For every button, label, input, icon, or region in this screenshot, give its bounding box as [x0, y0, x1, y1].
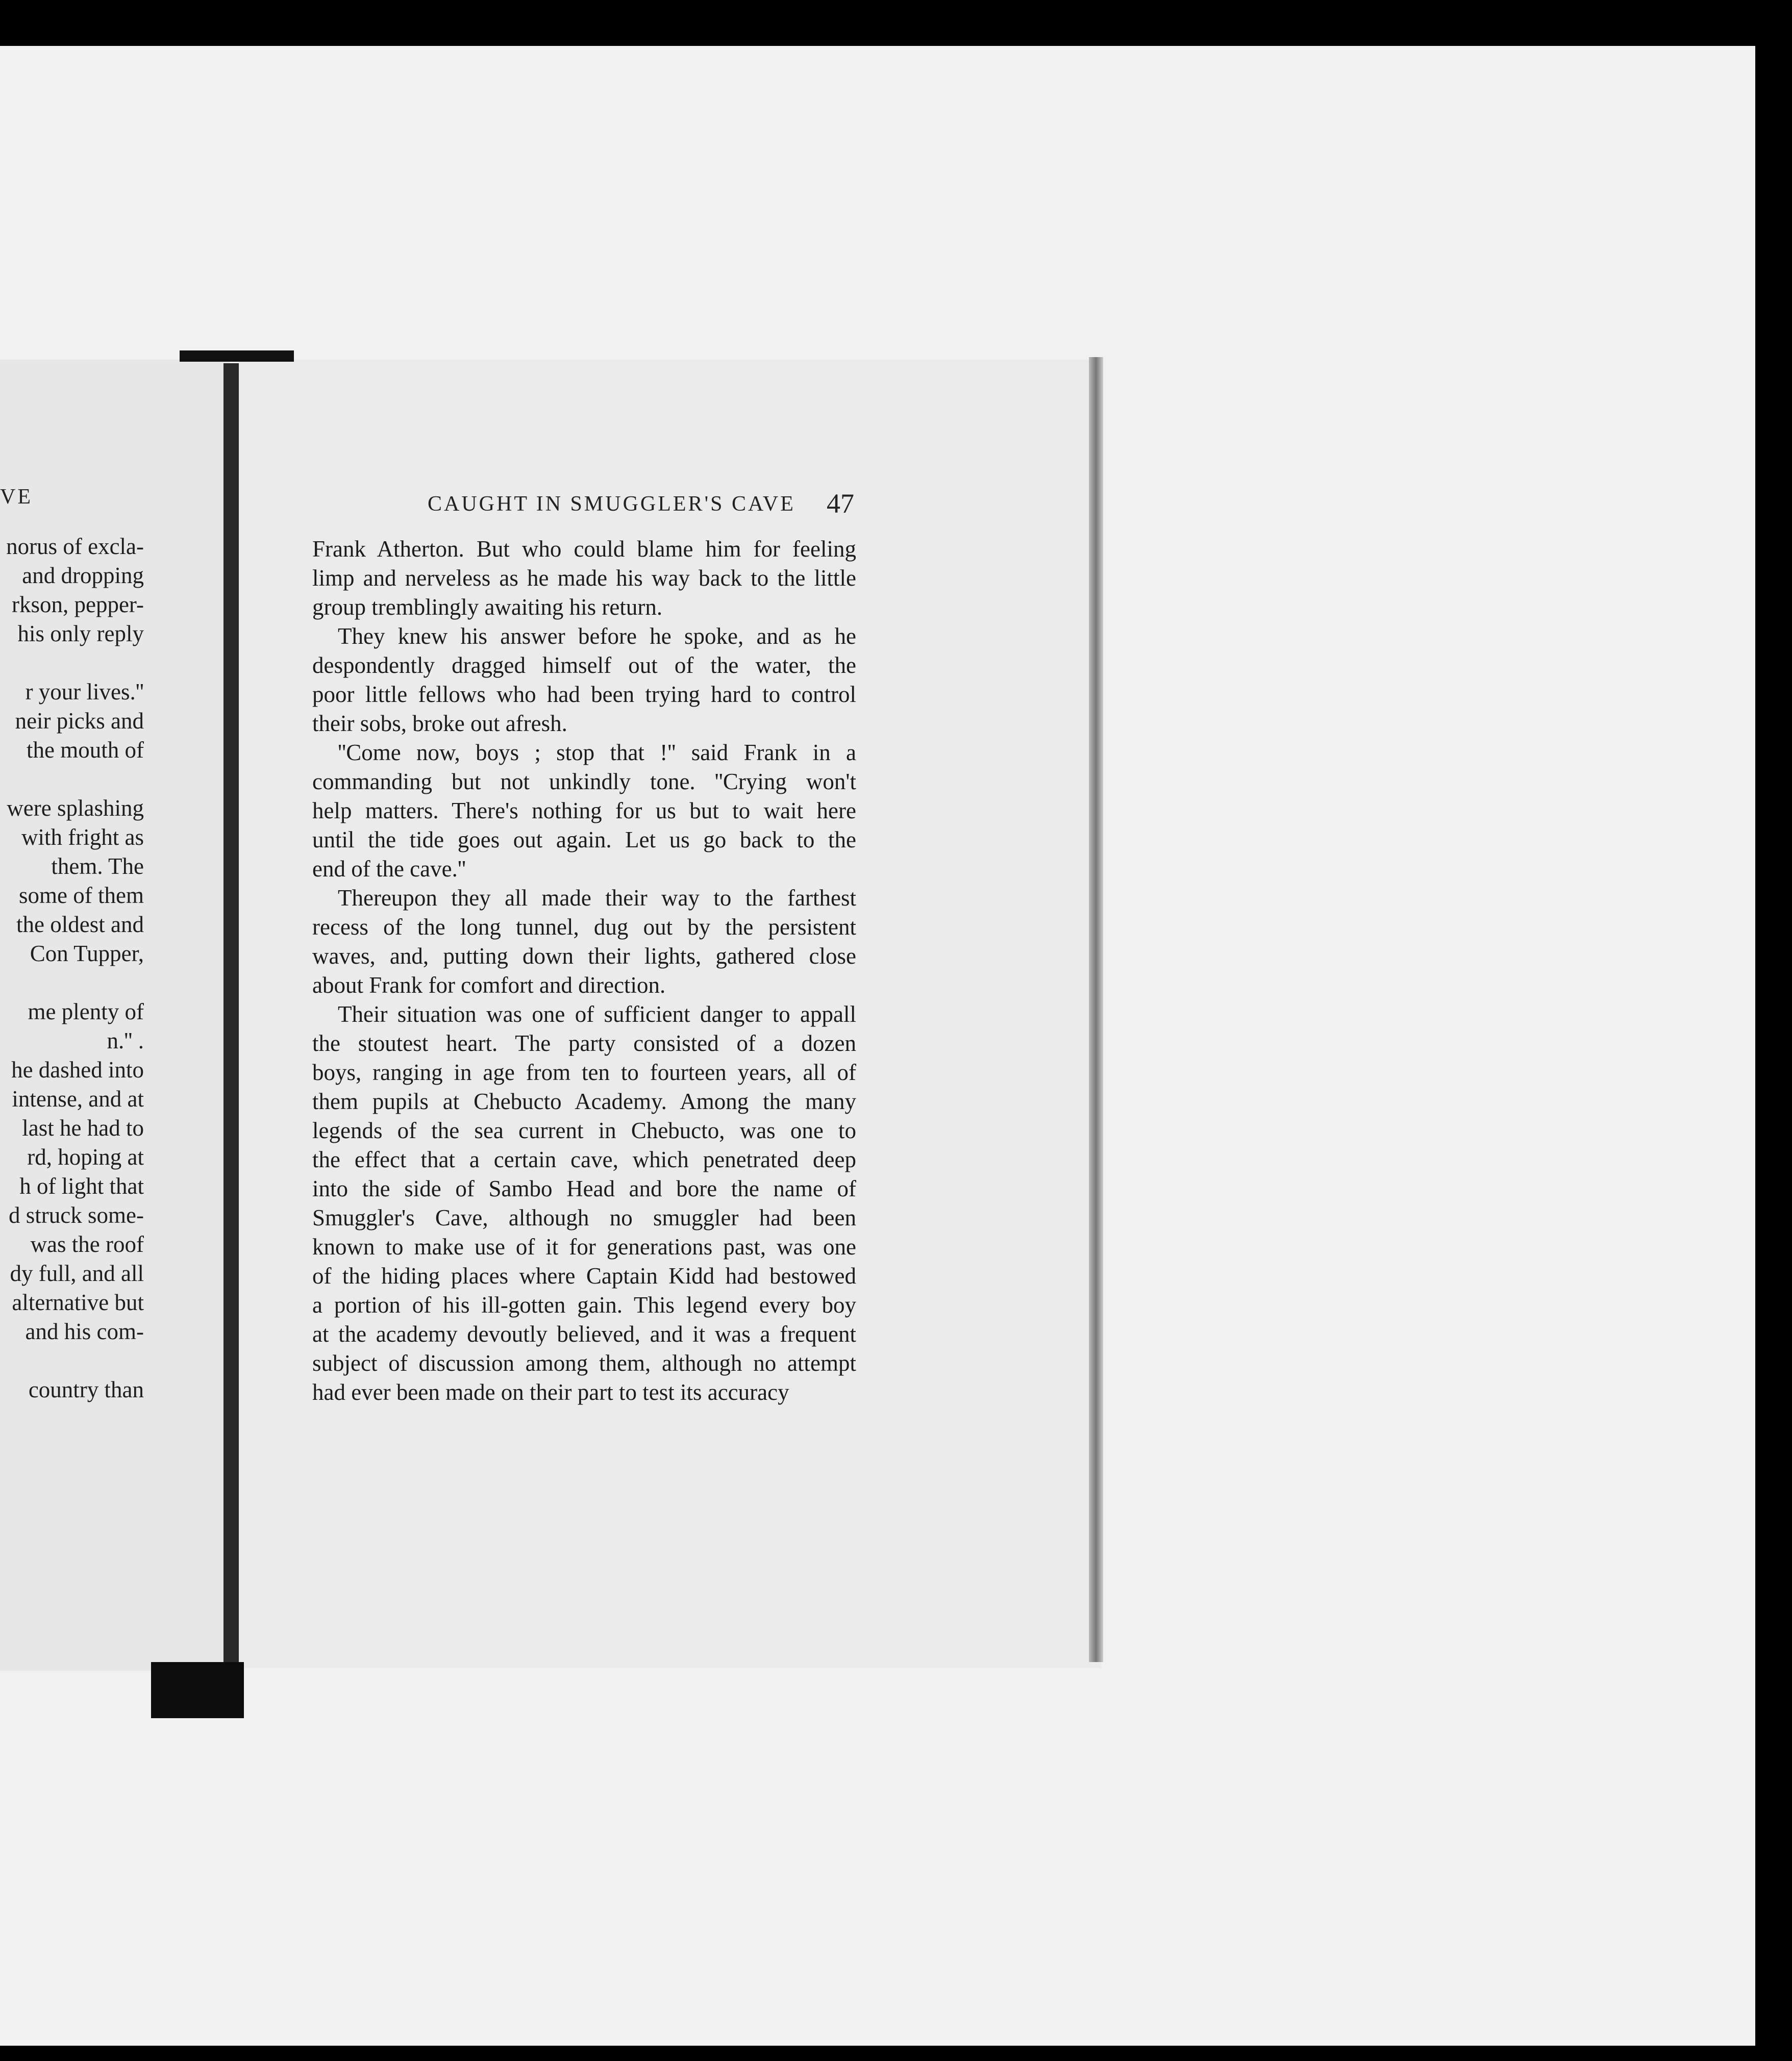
text-line: Their situation was one of sufficient danger to appall [338, 1001, 856, 1027]
left-text-line: the oldest and [16, 912, 144, 937]
left-text-line: his only reply [17, 621, 144, 646]
text-line: the effect that a certain cave, which penetrated deep [312, 1147, 856, 1172]
left-text-line: h of light that [19, 1173, 144, 1199]
left-page-running-head: VE [0, 485, 33, 509]
text-line: at the academy devoutly believed, and it was a frequent [312, 1321, 856, 1347]
text-line: poor little fellows who had been trying hard to control [312, 682, 856, 707]
binding-clip-top [180, 350, 294, 362]
text-line: about Frank for comfort and direction. [312, 972, 666, 998]
book-gutter [223, 363, 239, 1685]
left-text-line: dy full, and all [10, 1261, 144, 1286]
text-line: Frank Atherton. But who could blame him for feeling [312, 536, 856, 562]
left-text-line: intense, and at [12, 1086, 144, 1112]
left-text-line: r your lives.'' [25, 679, 144, 705]
left-text-line: neir picks and [15, 708, 144, 734]
left-text-line: was the roof [30, 1231, 144, 1257]
left-text-line: rkson, pepper- [11, 592, 144, 617]
left-text-line: norus of excla- [6, 534, 144, 559]
binding-clip-bottom [151, 1662, 244, 1718]
left-text-line: Con Tupper, [30, 941, 144, 966]
text-line: their sobs, broke out afresh. [312, 711, 567, 736]
text-line: recess of the long tunnel, dug out by the persistent [312, 914, 856, 940]
left-text-line: n.'' . [107, 1028, 144, 1053]
text-line: of the hiding places where Captain Kidd had bestowed [312, 1263, 856, 1289]
left-text-line: with fright as [21, 824, 144, 850]
left-text-line: me plenty of [28, 999, 144, 1024]
left-text-line: he dashed into [11, 1057, 144, 1083]
text-line: help matters. There's nothing for us but to wait here [312, 798, 856, 823]
text-line: despondently dragged himself out of the water, the [312, 652, 856, 678]
text-line: commanding but not unkindly tone. ''Crying won't [312, 769, 856, 794]
text-line: limp and nerveless as he made his way back to the little [312, 565, 856, 591]
page-edge [1089, 357, 1103, 1662]
text-line: waves, and, putting down their lights, gathered close [312, 943, 856, 969]
left-text-line: last he had to [22, 1115, 144, 1141]
text-line: the stoutest heart. The party consisted of a dozen [312, 1030, 856, 1056]
left-text-line: country than [28, 1377, 144, 1402]
text-line: into the side of Sambo Head and bore the name of [312, 1176, 856, 1201]
left-text-line: rd, hoping at [27, 1144, 144, 1170]
text-line: end of the cave.'' [312, 856, 466, 882]
text-line: group tremblingly awaiting his return. [312, 594, 663, 620]
left-text-line: and dropping [22, 563, 144, 588]
left-text-line: them. The [51, 853, 144, 879]
text-line: them pupils at Chebucto Academy. Among the many [312, 1089, 856, 1114]
left-text-line: the mouth of [27, 737, 144, 763]
text-line: Thereupon they all made their way to the farthest [338, 885, 856, 911]
page-number: 47 [827, 488, 854, 519]
text-line: known to make use of it for generations past, was one [312, 1234, 856, 1260]
text-line: legends of the sea current in Chebucto, was one to [312, 1118, 856, 1143]
left-text-line: alternative but [12, 1290, 144, 1315]
text-line: a portion of his ill-gotten gain. This legend every boy [312, 1292, 856, 1318]
text-line: boys, ranging in age from ten to fourteen years, all of [312, 1060, 856, 1085]
text-line: ''Come now, boys ; stop that !'' said Frank in a [338, 740, 856, 765]
left-text-line: d struck some- [9, 1202, 144, 1228]
text-line: They knew his answer before he spoke, and as he [338, 623, 856, 649]
left-text-line: and his com- [25, 1319, 144, 1344]
text-line: had ever been made on their part to test its accuracy [312, 1379, 789, 1405]
text-line: until the tide goes out again. Let us go back to the [312, 827, 856, 852]
left-text-line: were splashing [7, 795, 144, 821]
left-text-line: some of them [19, 883, 144, 908]
text-line: Smuggler's Cave, although no smuggler had been [312, 1205, 856, 1230]
text-line: subject of discussion among them, although no attempt [312, 1350, 856, 1376]
running-head: CAUGHT IN SMUGGLER'S CAVE [428, 492, 795, 516]
